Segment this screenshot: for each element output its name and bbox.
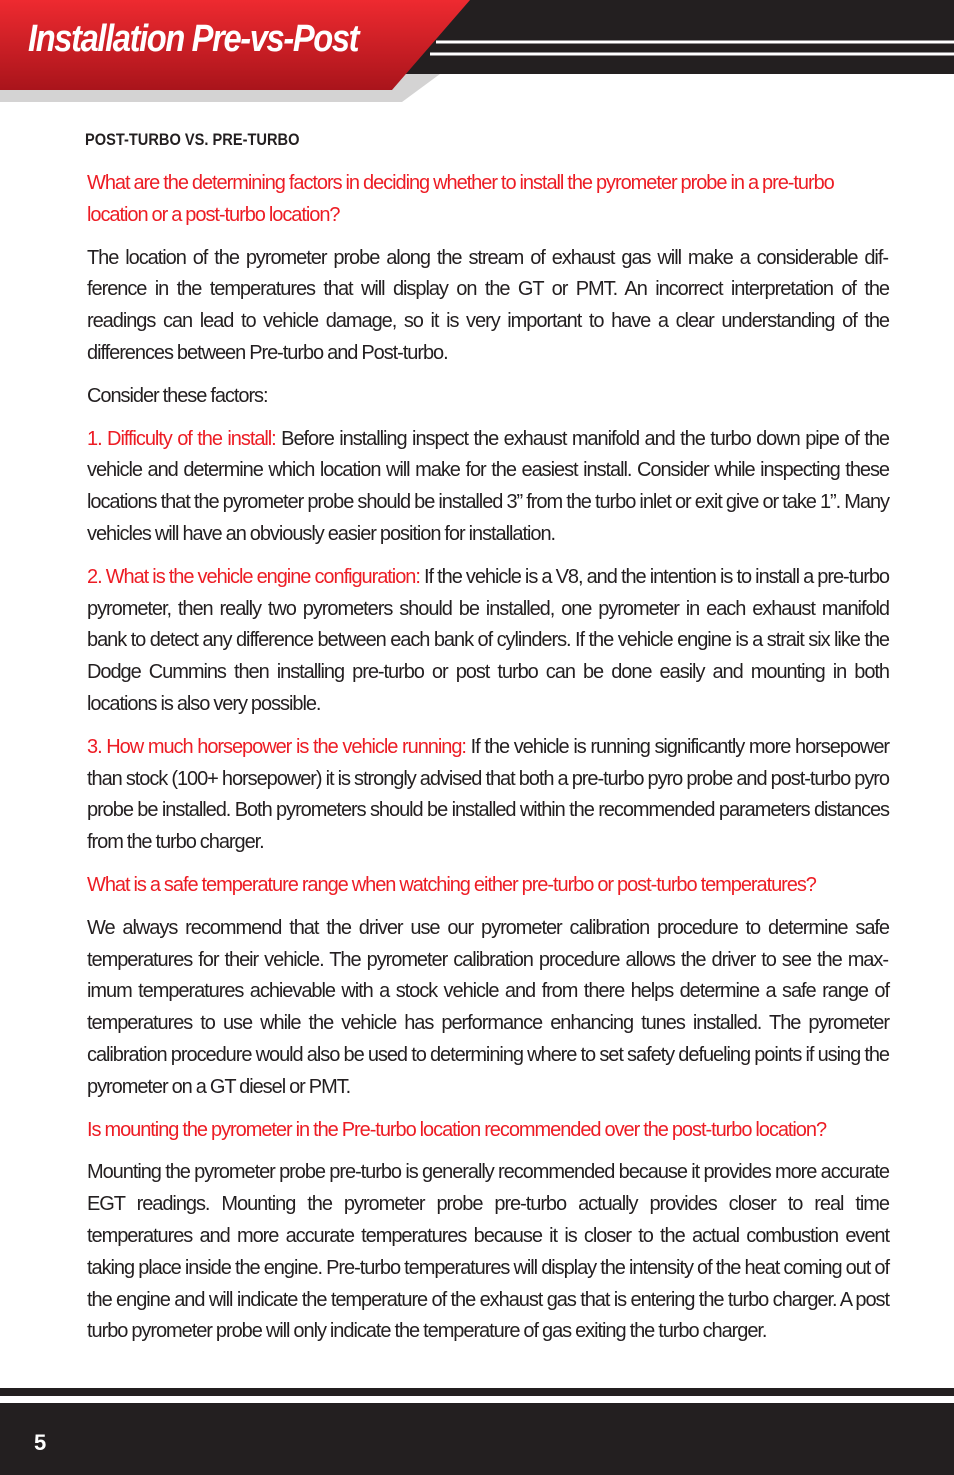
factor-difficulty: [87, 424, 889, 551]
factor-engine-configuration: [87, 562, 889, 721]
paragraph-probe-location: The location of the pyrometer probe along the stream of exhaust gas will make a considerable difference in the temperatures that will display on the GT or PMT. An incorrect interpretation of the readings can lead to vehicle damage, so it is very important to have a clear understanding of the differences between Pre-turbo and Post-turbo.: [87, 246, 889, 364]
factor-difficulty-text: Before installing inspect the exhaust manifold and the turbo down pipe of the vehicle and determine which location will make for the easiest install. Consider while inspecting these locations that the pyrometer probe should be installed 3” from the turbo inlet or exit give or take 1”. Many vehicles will have an obviously easier position for installation.: [87, 427, 889, 545]
paragraph-calibration: We always recommend that the driver use our pyrometer calibration procedure to determine safe temperatures for their vehicle. The pyrometer calibration procedure allows the driver to see the maximum temperatures achievable with a stock vehicle and from there helps determine a safe range of temperatures to use while the vehicle has performance enhancing tunes installed. The pyrometer calibration procedure would also be used to determining where to set safety defueling points if using the pyrometer on a GT diesel or PMT.: [87, 916, 889, 1098]
footer-divider: [0, 1388, 954, 1396]
page-title: Installation Pre-vs-Post: [28, 18, 359, 60]
page-number: 5: [34, 1430, 47, 1455]
question-safe-temperature: What is a safe temperature range when watching either pre-turbo or post-turbo temperatures?: [87, 873, 816, 896]
factor-engine-text: If the vehicle is a V8, and the intention is to install a pre-turbo pyrometer, then really two pyrometers should be installed, one pyrometer in each exhaust manifold bank to detect any difference between each bank of cylinders. If the vehicle engine is a strait six like the Dodge Cummins then installing pre-turbo or post turbo can be done easily and mounting in both locations is also very possible.: [87, 565, 889, 715]
factor-horsepower: [87, 732, 889, 859]
factor-horsepower-text: If the vehicle is running significantly more horsepower than stock (100+ horsepower) it is strongly advised that both a pre-turbo pyro probe and post-turbo pyro probe be installed. Both pyrometers should be installed within the recommended parameters distances from the turbo charger.: [87, 735, 889, 854]
factor-engine-label: 2. What is the vehicle engine configuration:: [87, 565, 420, 588]
section-heading: POST-TURBO VS. PRE-TURBO: [85, 130, 300, 149]
factor-horsepower-label: 3. How much horsepower is the vehicle running:: [87, 735, 466, 758]
question-pre-turbo-recommended: Is mounting the pyrometer in the Pre-turbo location recommended over the post-turbo location?: [87, 1118, 827, 1141]
page-header: [0, 0, 954, 104]
paragraph-consider-factors: Consider these factors:: [87, 384, 268, 407]
question-determining-factors: What are the determining factors in deciding whether to install the pyrometer probe in a pre-turbo location or a post-turbo location?: [87, 172, 834, 226]
article-body: [87, 126, 889, 1359]
factor-difficulty-label: 1. Difficulty of the install:: [87, 427, 276, 450]
paragraph-pre-turbo-mounting: Mounting the pyrometer probe pre-turbo is generally recommended because it provides more accurate EGT readings. Mounting the pyrometer probe pre-turbo actually provides closer to real time temperatures and more accurate temperatures because it is closer to the actual combustion event taking place inside the engine. Pre-turbo temperatures will display the intensity of the heat coming out of the engine and will indicate the temperature of the exhaust gas that is entering the turbo charger. A post turbo pyrometer probe will only indicate the temperature of gas exiting the turbo charger.: [87, 1161, 889, 1343]
page-footer: [0, 1403, 954, 1475]
